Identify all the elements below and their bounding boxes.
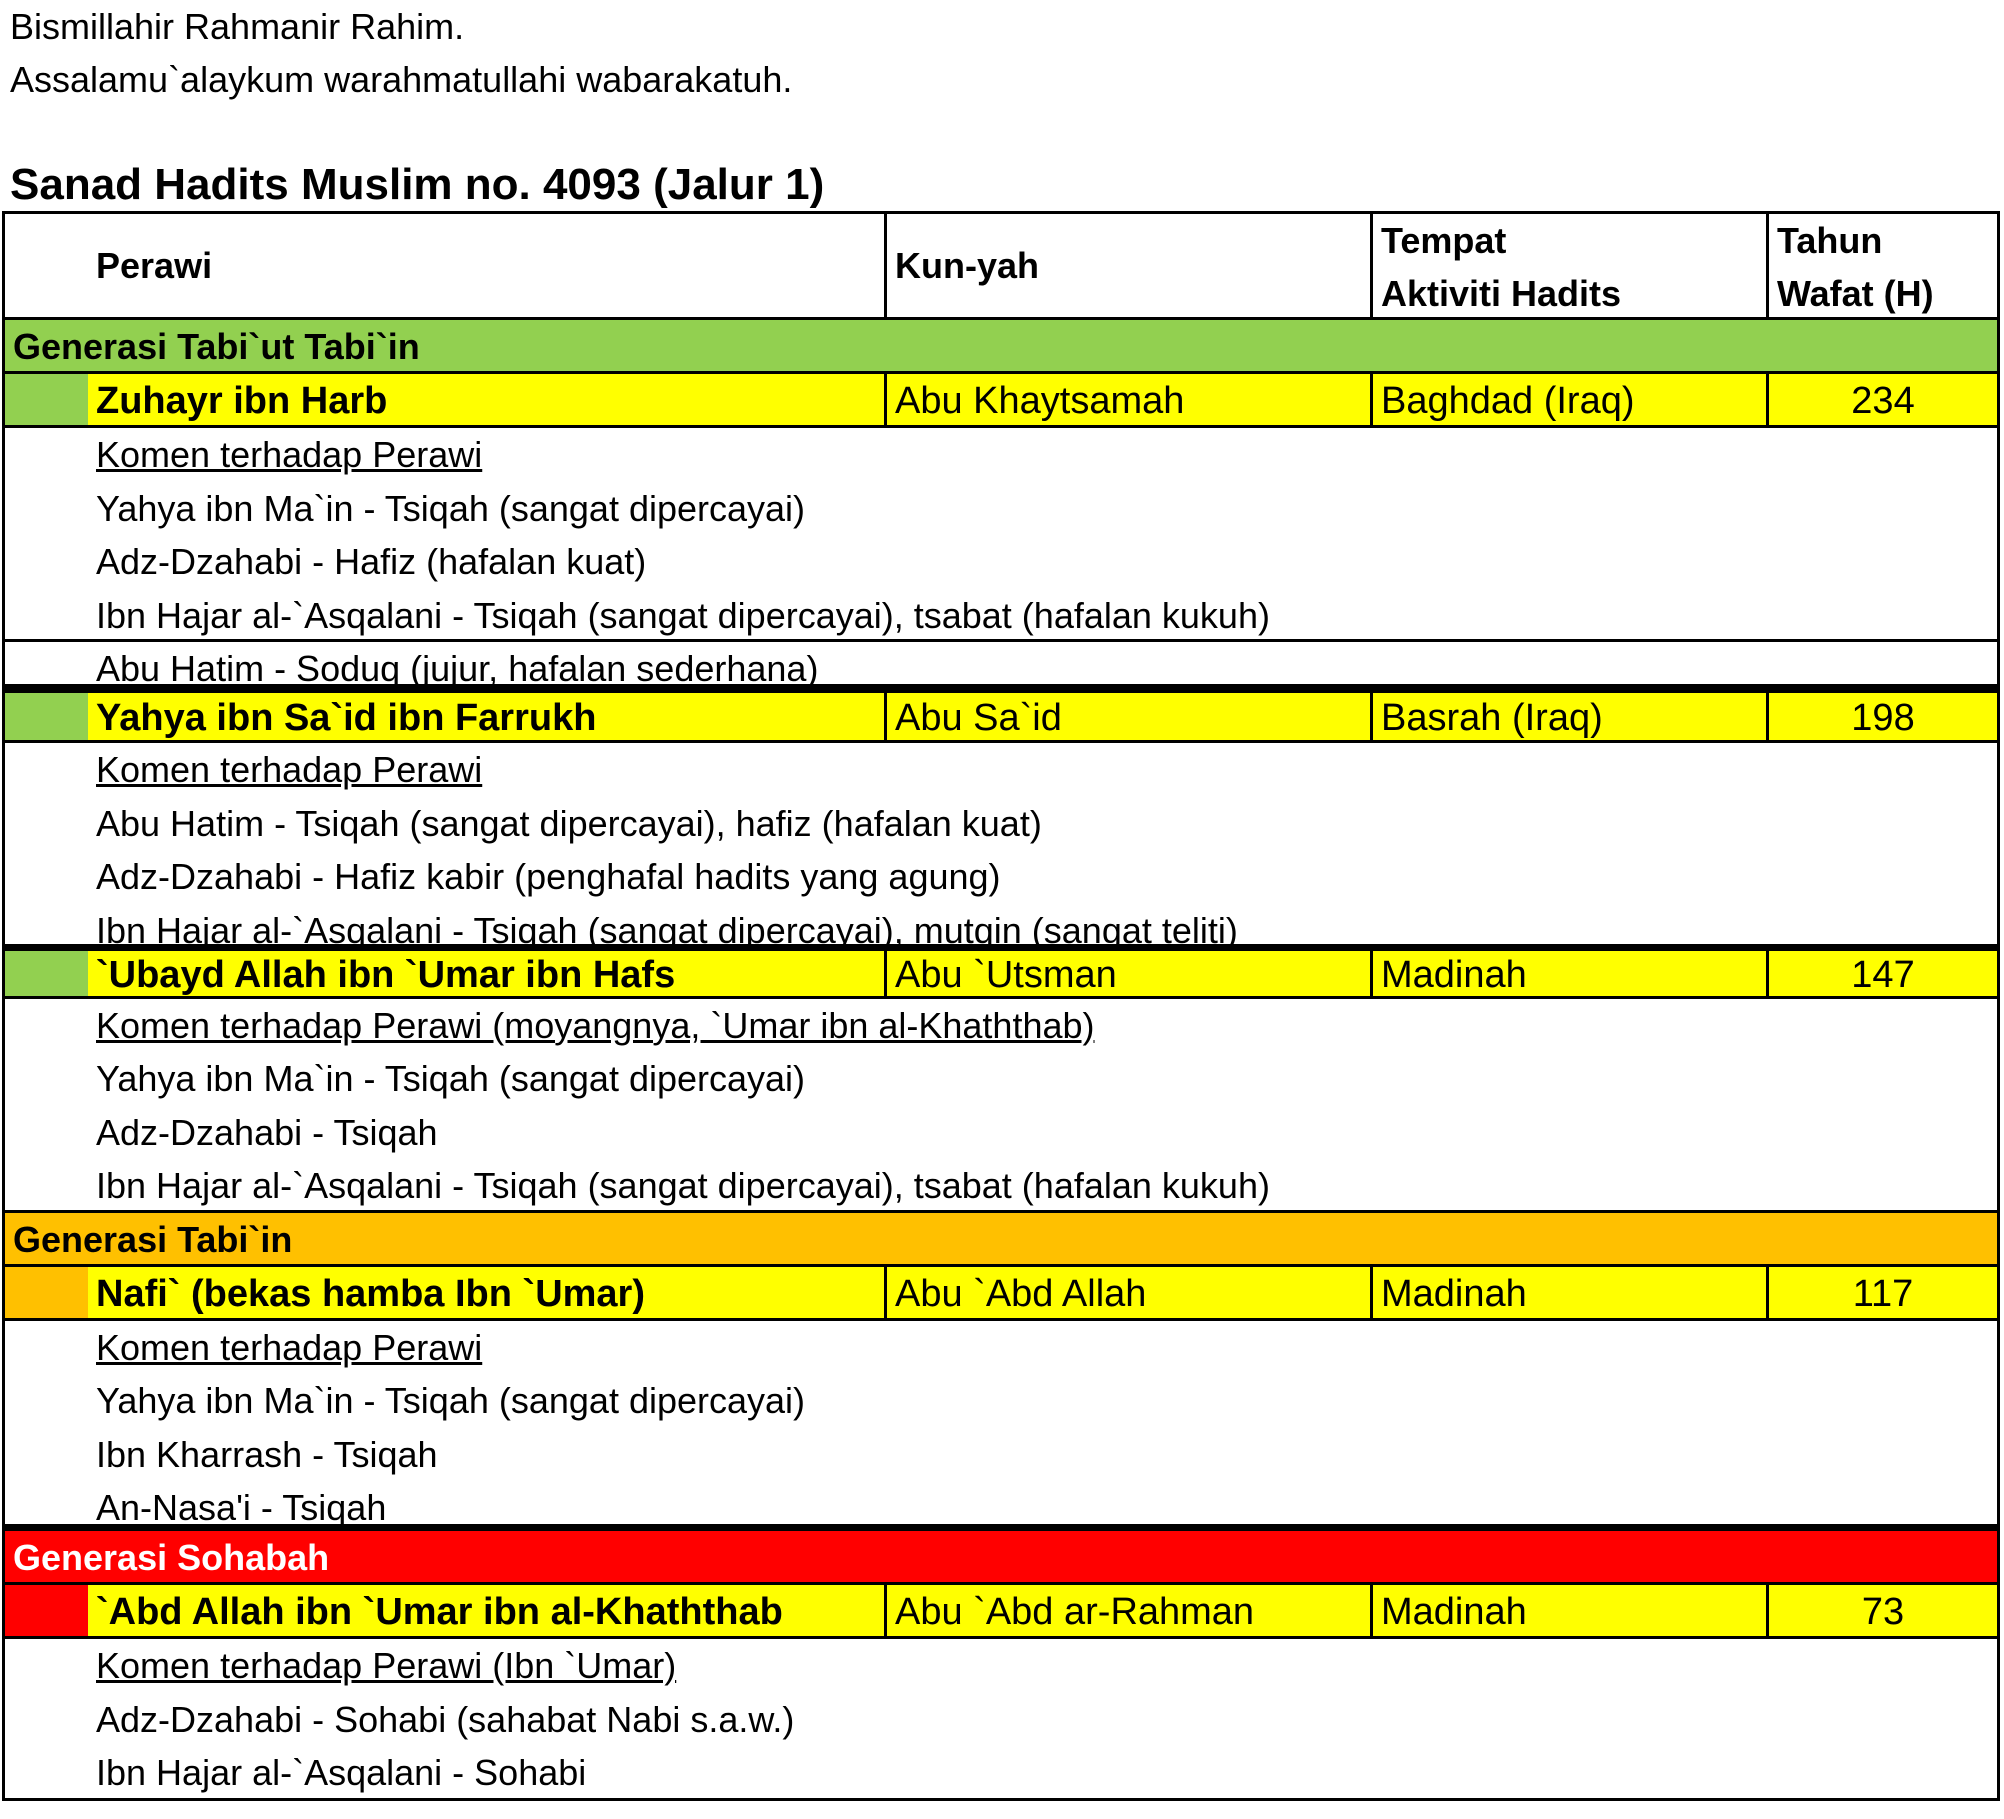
perawi-name: Nafi` (bekas hamba Ibn `Umar) <box>96 1272 645 1315</box>
generation-tabiut-tabiin: Generasi Tabi`ut Tabi`in <box>5 320 1997 374</box>
comment-line: Adz-Dzahabi - Hafiz kabir (penghafal hadits yang agung) <box>96 856 1001 897</box>
perawi-tempat: Madinah <box>1381 953 1527 996</box>
perawi-wafat: 234 <box>1851 380 1915 422</box>
table-header <box>5 214 1997 320</box>
perawi-name: `Abd Allah ibn `Umar ibn al-Khaththab <box>96 1591 783 1633</box>
comment-heading: Komen terhadap Perawi <box>96 434 483 475</box>
comment-line: Ibn Hajar al-`Asqalani - Tsiqah (sangat dipercayai), mutqin (sangat teliti) <box>5 904 1997 951</box>
comment-line: Adz-Dzahabi - Sohabi (sahabat Nabi s.a.w.) <box>96 1698 795 1740</box>
comment-line: Ibn Hajar al-`Asqalani - Tsiqah (sangat dipercayai), tsabat (hafalan kukuh) <box>5 1159 1997 1213</box>
perawi-kunyah: Abu `Utsman <box>895 953 1117 996</box>
comment-line: Adz-Dzahabi - Hafiz (hafalan kuat) <box>96 541 647 582</box>
perawi-row <box>5 693 1997 743</box>
comment-line: Ibn Hajar al-`Asqalani - Sohabi <box>96 1752 587 1793</box>
intro-line-1: Bismillahir Rahmanir Rahim. <box>10 6 465 47</box>
comment-line: Yahya ibn Ma`in - Tsiqah (sangat dipercayai) <box>96 487 806 529</box>
perawi-kunyah: Abu `Abd Allah <box>895 1272 1147 1315</box>
perawi-row <box>5 1267 1997 1321</box>
generation-swatch <box>5 693 88 740</box>
comment-line: Ibn Kharrash - Tsiqah <box>96 1433 438 1475</box>
perawi-row <box>5 951 1997 999</box>
perawi-wafat: 198 <box>1851 697 1915 739</box>
perawi-name: Zuhayr ibn Harb <box>96 380 388 422</box>
intro-line-2: Assalamu`alaykum warahmatullahi wabarakatuh. <box>10 59 793 100</box>
comment-heading: Komen terhadap Perawi <box>96 1326 483 1368</box>
perawi-kunyah: Abu Khaytsamah <box>895 380 1185 422</box>
generation-swatch <box>5 951 88 996</box>
generation-swatch <box>5 374 88 425</box>
comment-line: Yahya ibn Ma`in - Tsiqah (sangat dipercayai) <box>96 1058 806 1099</box>
page-title: Sanad Hadits Muslim no. 4093 (Jalur 1) <box>10 160 825 209</box>
generation-tabiin: Generasi Tabi`in <box>5 1213 1997 1267</box>
perawi-tempat: Baghdad (Iraq) <box>1381 380 1635 422</box>
comment-line: Yahya ibn Ma`in - Tsiqah (sangat dipercayai) <box>96 1380 806 1421</box>
comment-heading: Komen terhadap Perawi (Ibn `Umar) <box>96 1645 677 1686</box>
perawi-kunyah: Abu Sa`id <box>895 697 1062 739</box>
comment-line: Abu Hatim - Tsiqah (sangat dipercayai), hafiz (hafalan kuat) <box>96 802 1042 844</box>
perawi-wafat: 147 <box>1851 953 1915 996</box>
header-perawi: Perawi <box>96 245 213 286</box>
comment-heading: Komen terhadap Perawi (moyangnya, `Umar ibn al-Khaththab) <box>96 1004 1095 1046</box>
header-tahun-wafat: Tahun Wafat (H) <box>1777 220 1934 314</box>
sanad-table <box>2 211 2000 1801</box>
generation-swatch <box>5 1267 88 1318</box>
header-tempat: Tempat Aktiviti Hadits <box>1381 220 1622 314</box>
perawi-row <box>5 374 1997 428</box>
generation-swatch <box>5 1585 88 1636</box>
perawi-name: Yahya ibn Sa`id ibn Farrukh <box>96 697 597 739</box>
comment-heading: Komen terhadap Perawi <box>96 749 483 790</box>
header-kunyah: Kun-yah <box>895 245 1039 286</box>
perawi-name: `Ubayd Allah ibn `Umar ibn Hafs <box>96 953 676 996</box>
perawi-kunyah: Abu `Abd ar-Rahman <box>895 1591 1255 1633</box>
perawi-tempat: Madinah <box>1381 1591 1527 1633</box>
perawi-tempat: Madinah <box>1381 1272 1527 1315</box>
perawi-wafat: 73 <box>1861 1591 1905 1633</box>
perawi-row <box>5 1585 1997 1639</box>
perawi-tempat: Basrah (Iraq) <box>1381 697 1603 739</box>
comment-line: Adz-Dzahabi - Tsiqah <box>96 1111 438 1153</box>
comment-line: Ibn Hajar al-`Asqalani - Tsiqah (sangat dipercayai), tsabat (hafalan kukuh) <box>5 589 1997 643</box>
comment-line: An-Nasa'i - Tsiqah <box>5 1481 1997 1531</box>
comment-line: Abu Hatim - Soduq (jujur, hafalan sederhana) <box>5 642 1997 693</box>
perawi-wafat: 117 <box>1852 1272 1914 1315</box>
generation-sohabah: Generasi Sohabah <box>5 1531 1997 1585</box>
